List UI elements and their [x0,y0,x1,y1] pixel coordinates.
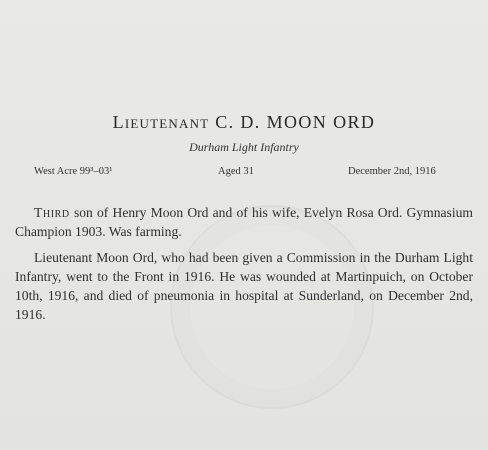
entry-heading [0,112,488,133]
paragraph-lead-word: Third [34,205,70,220]
paragraph-service: Lieutenant Moon Ord, who had been given a Commission in the Durham Light Infantry, went to the Front in 1916. He was wounded at Martinpuich, on October 10th, 1916, and died of pneumonia in hospital at Sunderland, on December 2nd, 1916. [15,250,473,322]
paragraph-family-body: son of Henry Moon Ord and of his wife, Evelyn Rosa Ord. Gymnasium Champion 1903. Was farming. [15,205,473,239]
regiment-line: Durham Light Infantry [189,140,299,154]
school-years: West Acre 99³–03¹ [34,166,113,177]
rank-label: Lieutenant [112,112,210,132]
age-label: Aged 31 [218,166,254,177]
paragraph-family [15,203,473,241]
name-label: C. D. MOON ORD [215,112,376,132]
death-date: December 2nd, 1916 [348,166,436,177]
